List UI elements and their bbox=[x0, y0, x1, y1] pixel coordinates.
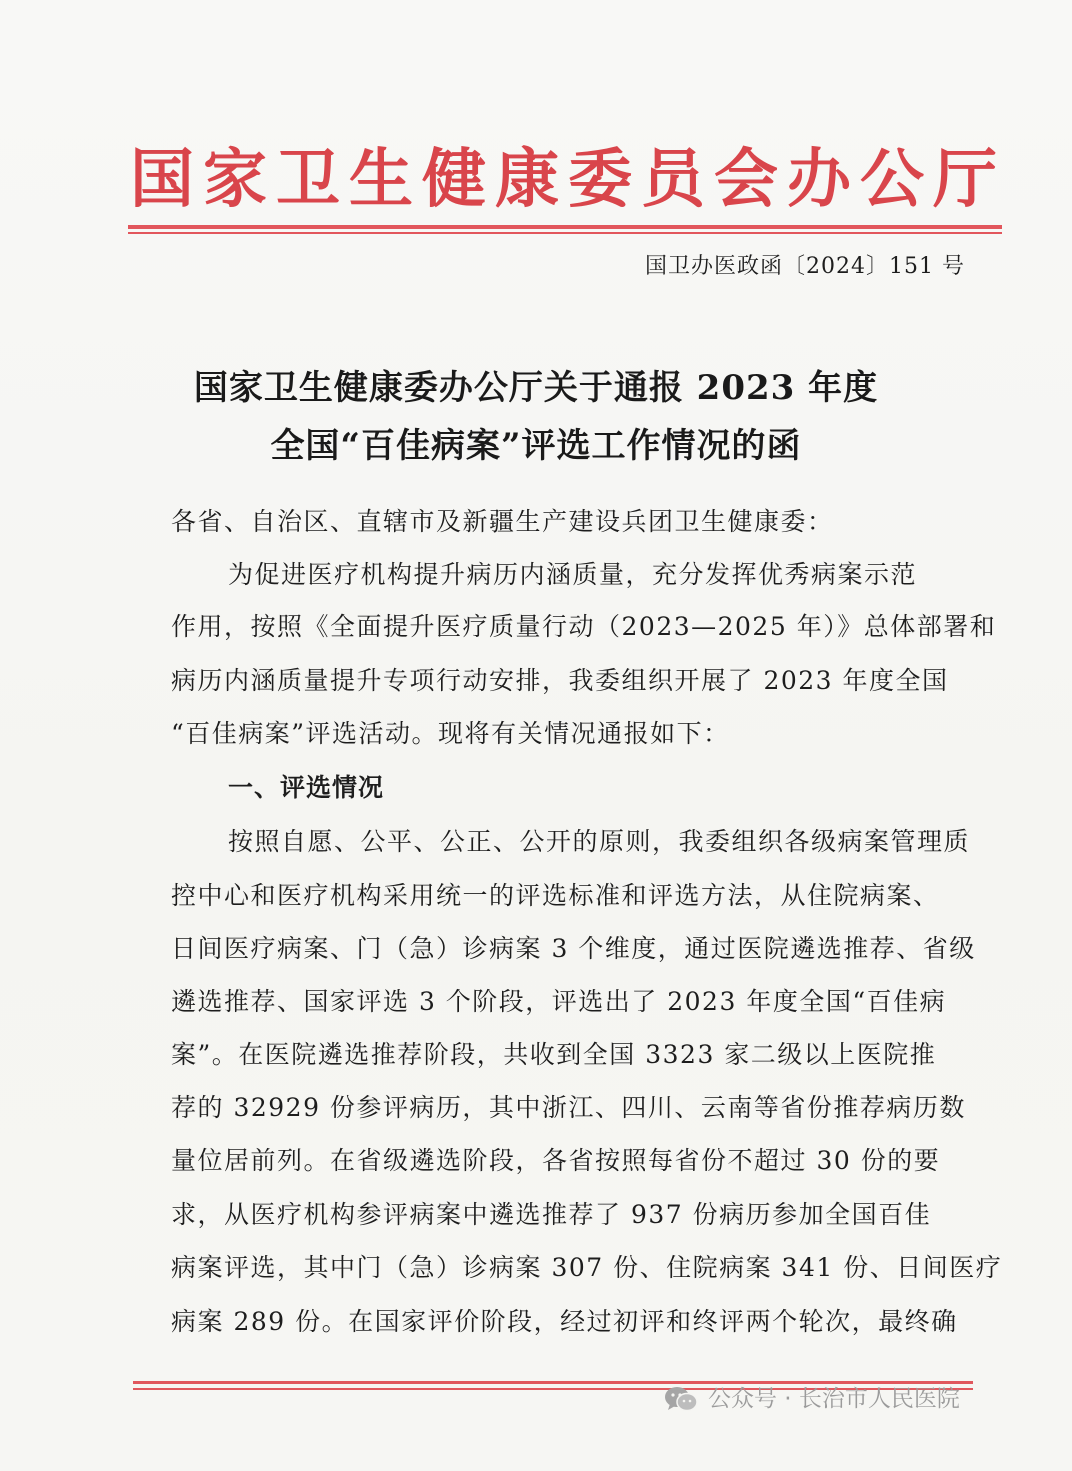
watermark-text: 公众号 · 长治市人民医院 bbox=[708, 1386, 960, 1412]
salutation: 各省、自治区、直辖市及新疆生产建设兵团卫生健康委： bbox=[171, 507, 834, 536]
paragraph2-line: 日间医疗病案、门（急）诊病案 3 个维度，通过医院遴选推荐、省级 bbox=[171, 934, 976, 963]
paragraph1-line: 为促进医疗机构提升病历内涵质量，充分发挥优秀病案示范 bbox=[228, 560, 918, 589]
paragraph2-line: 病案评选，其中门（急）诊病案 307 份、住院病案 341 份、日间医疗 bbox=[171, 1253, 1003, 1282]
paragraph2-line: 荐的 32929 份参评病历，其中浙江、四川、云南等省份推荐病历数 bbox=[171, 1093, 966, 1122]
letterhead-title: 国家卫生健康委员会办公厅 bbox=[130, 142, 1006, 217]
paragraph1-line: “百佳病案”评选活动。现将有关情况通报如下： bbox=[171, 719, 730, 748]
paragraph2-line: 病案 289 份。在国家评价阶段，经过初评和终评两个轮次，最终确 bbox=[171, 1307, 958, 1336]
paragraph2-line: 案”。在医院遴选推荐阶段，共收到全国 3323 家二级以上医院推 bbox=[171, 1040, 937, 1069]
paragraph1-line: 作用，按照《全面提升医疗质量行动（2023—2025 年）》总体部署和 bbox=[171, 612, 997, 641]
letterhead-rule-thin bbox=[128, 232, 1002, 234]
paragraph2-line: 求，从医疗机构参评病案中遴选推荐了 937 份病历参加全国百佳 bbox=[171, 1200, 932, 1229]
document-title-line-1: 国家卫生健康委办公厅关于通报 2023 年度 bbox=[193, 368, 879, 408]
watermark bbox=[664, 1379, 960, 1419]
section-heading: 一、评选情况 bbox=[228, 773, 385, 802]
paragraph2-line: 按照自愿、公平、公正、公开的原则，我委组织各级病案管理质 bbox=[228, 827, 971, 856]
letterhead-rule-thick bbox=[128, 225, 1002, 229]
wechat-icon bbox=[664, 1386, 698, 1412]
paragraph2-line: 控中心和医疗机构采用统一的评选标准和评选方法，从住院病案、 bbox=[171, 881, 940, 910]
paragraph2-line: 遴选推荐、国家评选 3 个阶段，评选出了 2023 年度全国“百佳病 bbox=[171, 987, 947, 1016]
document-number: 国卫办医政函〔2024〕151 号 bbox=[645, 254, 965, 279]
paragraph1-line: 病历内涵质量提升专项行动安排，我委组织开展了 2023 年度全国 bbox=[171, 666, 949, 695]
document-title-line-2: 全国“百佳病案”评选工作情况的函 bbox=[270, 426, 802, 466]
paragraph2-line: 量位居前列。在省级遴选阶段，各省按照每省份不超过 30 份的要 bbox=[171, 1146, 941, 1175]
